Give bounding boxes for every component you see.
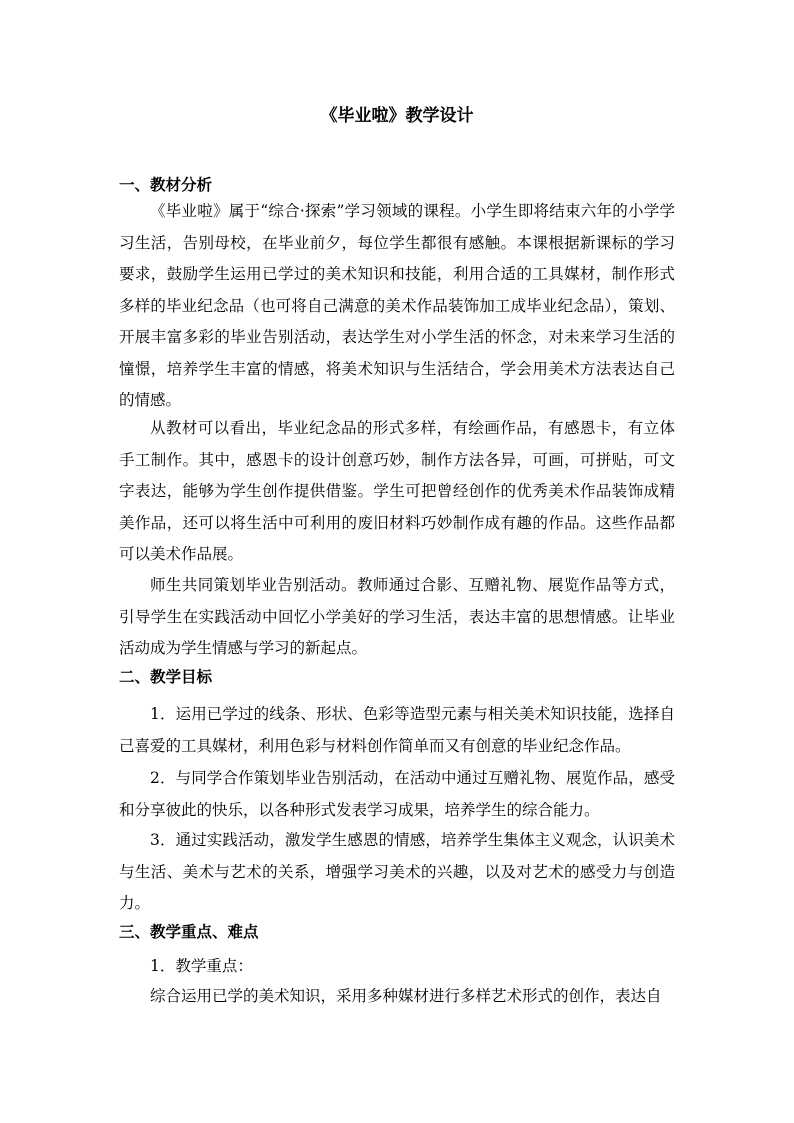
paragraph-course-intro: 《毕业啦》属于“综合·探索”学习领域的课程。小学生即将结束六年的小学学习生活，告别母校，在毕业前夕，每位学生都很有感触。本课根据新课标的学习要求，鼓励学生运用已学过的美术知识和技能，利用合适的工具媒材，制作形式多样的毕业纪念品（也可将自己满意的美术作品装饰加工成毕业纪念品），策划、开展丰富多彩的毕业告别活动，表达学生对小学生活的怀念，对未来学习生活的憧憬，培养学生丰富的情感，将美术知识与生活结合，学会用美术方法表达自己的情感。 <box>119 202 675 409</box>
section-heading-teaching-goals: 二、教学目标 <box>119 667 213 686</box>
goal-item-2: 2．与同学合作策划毕业告别活动，在活动中通过互赠礼物、展览作品，感受和分享彼此的快乐，以各种形式发表学习成果，培养学生的综合能力。 <box>119 769 675 819</box>
paragraph-teaching-focus: 综合运用已学的美术知识，采用多种媒材进行多样艺术形式的创作，表达自 <box>150 987 662 1005</box>
goal-item-1: 1．运用已学过的线条、形状、色彩等造型元素与相关美术知识技能，选择自己喜爱的工具媒材，利用色彩与材料创作简单而又有创意的毕业纪念作品。 <box>119 705 675 755</box>
document-title: 《毕业啦》教学设计 <box>320 106 474 126</box>
paragraph-souvenir-forms: 从教材可以看出，毕业纪念品的形式多样，有绘画作品，有感恩卡，有立体手工制作。其中，感恩卡的设计创意巧妙，制作方法各异，可画，可拼贴，可文字表达，能够为学生创作提供借鉴。学生可把曾经创作的优秀美术作品装饰成精美作品，还可以将生活中可利用的废旧材料巧妙制作成有趣的作品。这些作品都可以美术作品展。 <box>119 419 675 563</box>
goal-item-3: 3．通过实践活动，激发学生感恩的情感，培养学生集体主义观念，认识美术与生活、美术与艺术的关系，增强学习美术的兴趣，以及对艺术的感受力与创造力。 <box>119 831 675 912</box>
paragraph-farewell-activity: 师生共同策划毕业告别活动。教师通过合影、互赠礼物、展览作品等方式，引导学生在实践活动中回忆小学美好的学习生活，表达丰富的思想情感。让毕业活动成为学生情感与学习的新起点。 <box>119 576 675 657</box>
section-heading-key-difficult-points: 三、教学重点、难点 <box>119 922 259 941</box>
section-heading-textbook-analysis: 一、教材分析 <box>119 175 213 194</box>
subheading-teaching-focus: 1．教学重点： <box>150 957 253 975</box>
